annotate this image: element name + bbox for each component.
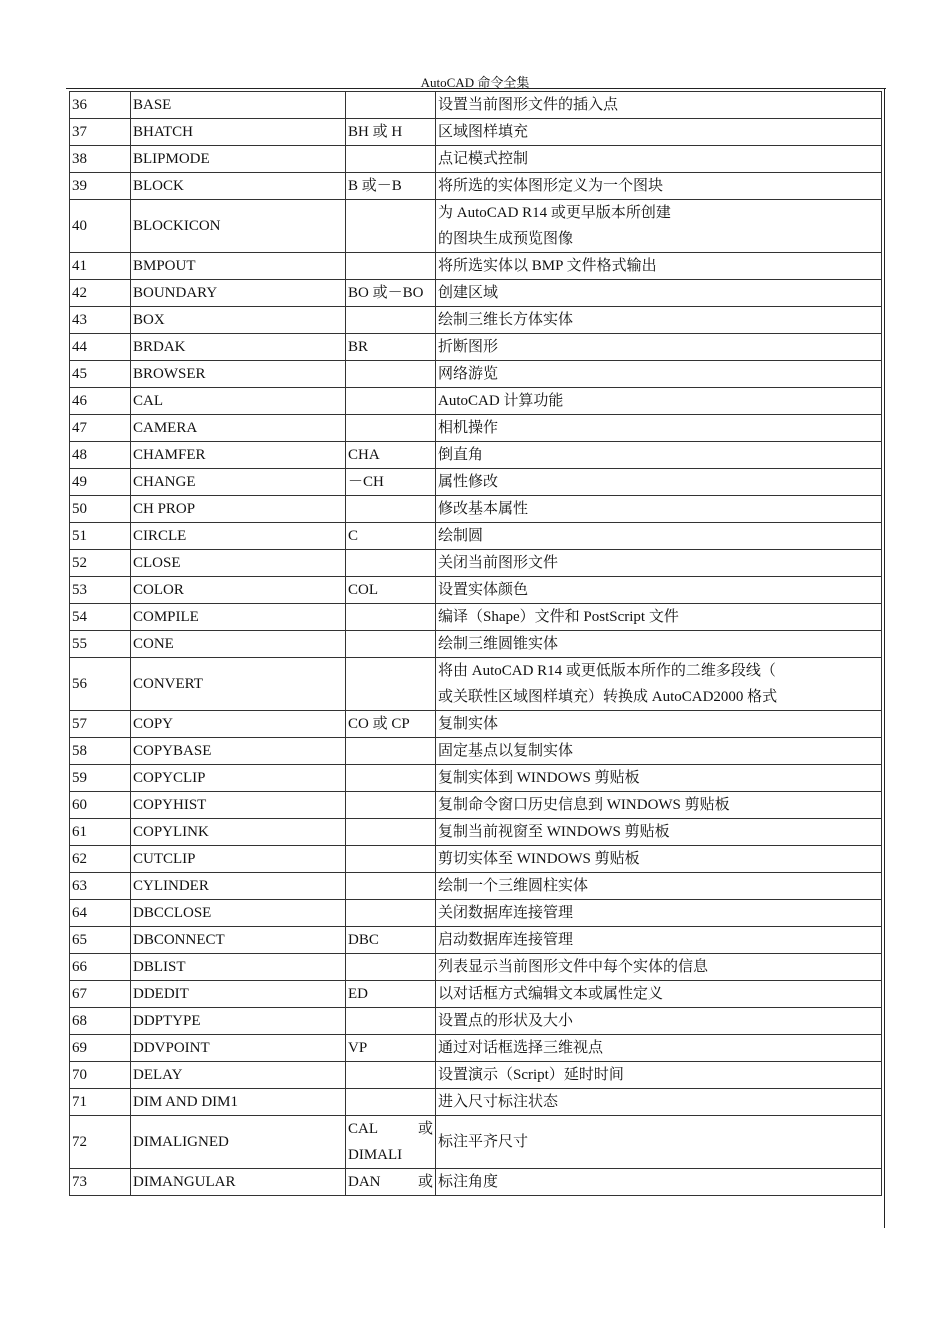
command-alias: DBC [346,927,436,954]
command-description: 绘制三维圆锥实体 [436,631,882,658]
table-row [70,631,882,658]
command-alias [346,307,436,334]
command-alias: B 或－B [346,173,436,200]
table-row [70,658,882,711]
command-description: 编译（Shape）文件和 PostScript 文件 [436,604,882,631]
command-alias [346,496,436,523]
command-description: AutoCAD 计算功能 [436,388,882,415]
command-alias [346,792,436,819]
row-number: 48 [70,442,131,469]
command-description: 相机操作 [436,415,882,442]
command-name: COPY [131,711,346,738]
command-description [436,200,882,253]
command-name: BOUNDARY [131,280,346,307]
command-name: BLOCK [131,173,346,200]
command-alias [346,738,436,765]
row-number: 64 [70,900,131,927]
command-table [69,91,882,1196]
table-row [70,604,882,631]
command-name: CYLINDER [131,873,346,900]
description-line-2: 或关联性区域图样填充）转换成 AutoCAD2000 格式 [438,689,778,705]
command-description: 复制命令窗口历史信息到 WINDOWS 剪贴板 [436,792,882,819]
command-alias: BH 或 H [346,119,436,146]
description-line-2: 的图块生成预览图像 [438,231,574,247]
row-number: 67 [70,981,131,1008]
table-row [70,361,882,388]
table-row [70,119,882,146]
table-row [70,334,882,361]
row-number: 70 [70,1062,131,1089]
command-name: DDPTYPE [131,1008,346,1035]
row-number: 68 [70,1008,131,1035]
command-name: CAL [131,388,346,415]
table-row [70,200,882,253]
row-number: 50 [70,496,131,523]
table-row [70,1008,882,1035]
table-row [70,1089,882,1116]
table-row [70,1116,882,1169]
command-name: BROWSER [131,361,346,388]
command-name: DBCONNECT [131,927,346,954]
alias-part: DAN [348,1174,381,1190]
command-description: 以对话框方式编辑文本或属性定义 [436,981,882,1008]
row-number: 62 [70,846,131,873]
command-description: 将所选实体以 BMP 文件格式输出 [436,253,882,280]
command-description: 设置点的形状及大小 [436,1008,882,1035]
command-alias [346,253,436,280]
command-name: CIRCLE [131,523,346,550]
command-description: 标注平齐尺寸 [436,1116,882,1169]
command-alias [346,765,436,792]
row-number: 40 [70,200,131,253]
command-alias [346,604,436,631]
row-number: 47 [70,415,131,442]
row-number: 55 [70,631,131,658]
command-alias: CHA [346,442,436,469]
row-number: 58 [70,738,131,765]
command-description: 关闭当前图形文件 [436,550,882,577]
command-name: COPYBASE [131,738,346,765]
table-row [70,280,882,307]
row-number: 59 [70,765,131,792]
header-rule [66,88,886,89]
table-row [70,146,882,173]
alias-part: CAL [348,1121,378,1137]
command-alias [346,200,436,253]
row-number: 61 [70,819,131,846]
command-name: CAMERA [131,415,346,442]
command-alias [346,1089,436,1116]
command-name: COPYLINK [131,819,346,846]
command-alias: VP [346,1035,436,1062]
command-description: 通过对话框选择三维视点 [436,1035,882,1062]
table-row [70,577,882,604]
row-number: 43 [70,307,131,334]
table-row [70,1035,882,1062]
command-name: DDVPOINT [131,1035,346,1062]
row-number: 57 [70,711,131,738]
command-name: DBCCLOSE [131,900,346,927]
command-name: CLOSE [131,550,346,577]
command-alias [346,550,436,577]
row-number: 41 [70,253,131,280]
command-alias [346,873,436,900]
command-description: 标注角度 [436,1169,882,1196]
command-alias: －CH [346,469,436,496]
description-line-1: 将由 AutoCAD R14 或更低版本所作的二维多段线（ [438,663,776,679]
command-name: CHANGE [131,469,346,496]
command-name: COLOR [131,577,346,604]
command-alias [346,415,436,442]
row-number: 45 [70,361,131,388]
row-number: 65 [70,927,131,954]
table-row [70,1062,882,1089]
command-description: 复制当前视窗至 WINDOWS 剪贴板 [436,819,882,846]
row-number: 54 [70,604,131,631]
table-row [70,954,882,981]
row-number: 49 [70,469,131,496]
command-name: BLOCKICON [131,200,346,253]
command-description: 设置当前图形文件的插入点 [436,92,882,119]
command-name: BOX [131,307,346,334]
table-row [70,792,882,819]
row-number: 46 [70,388,131,415]
row-number: 36 [70,92,131,119]
alias-connector: 或 [417,1174,433,1190]
command-name: BMPOUT [131,253,346,280]
command-description: 关闭数据库连接管理 [436,900,882,927]
command-alias: C [346,523,436,550]
table-outer-border [884,88,885,1228]
table-row [70,442,882,469]
table-row [70,1169,882,1196]
command-name: COPYHIST [131,792,346,819]
table-row [70,873,882,900]
row-number: 52 [70,550,131,577]
command-description: 折断图形 [436,334,882,361]
command-description: 复制实体 [436,711,882,738]
table-row [70,173,882,200]
command-description: 区域图样填充 [436,119,882,146]
row-number: 51 [70,523,131,550]
row-number: 42 [70,280,131,307]
table-row [70,469,882,496]
page-header-title: AutoCAD 命令全集 [420,75,530,90]
command-name: BRDAK [131,334,346,361]
command-description: 剪切实体至 WINDOWS 剪贴板 [436,846,882,873]
command-alias: BO 或－BO [346,280,436,307]
table-row [70,523,882,550]
table-row [70,415,882,442]
table-row [70,900,882,927]
row-number: 71 [70,1089,131,1116]
command-alias [346,846,436,873]
row-number: 38 [70,146,131,173]
row-number: 44 [70,334,131,361]
command-name: CONVERT [131,658,346,711]
command-alias [346,1062,436,1089]
command-alias [346,92,436,119]
row-number: 63 [70,873,131,900]
command-description: 固定基点以复制实体 [436,738,882,765]
command-description: 设置演示（Script）延时时间 [436,1062,882,1089]
table-row [70,496,882,523]
table-row [70,92,882,119]
command-alias [346,1008,436,1035]
command-name: COMPILE [131,604,346,631]
alias-part: DIMALI [348,1147,403,1163]
command-description: 绘制三维长方体实体 [436,307,882,334]
row-number: 69 [70,1035,131,1062]
command-description: 进入尺寸标注状态 [436,1089,882,1116]
command-description: 将所选的实体图形定义为一个图块 [436,173,882,200]
table-row [70,981,882,1008]
table-row [70,307,882,334]
table-row [70,819,882,846]
command-description: 复制实体到 WINDOWS 剪贴板 [436,765,882,792]
command-alias [346,900,436,927]
command-name: CONE [131,631,346,658]
row-number: 39 [70,173,131,200]
row-number: 56 [70,658,131,711]
command-name: BLIPMODE [131,146,346,173]
command-description: 绘制圆 [436,523,882,550]
command-description: 列表显示当前图形文件中每个实体的信息 [436,954,882,981]
command-description: 属性修改 [436,469,882,496]
command-description: 设置实体颜色 [436,577,882,604]
command-description [436,658,882,711]
command-name: DDEDIT [131,981,346,1008]
table-row [70,253,882,280]
command-description: 倒直角 [436,442,882,469]
command-description: 点记模式控制 [436,146,882,173]
command-alias: CO 或 CP [346,711,436,738]
table-row [70,846,882,873]
alias-connector: 或 [417,1121,433,1137]
row-number: 37 [70,119,131,146]
command-alias [346,819,436,846]
table-row [70,738,882,765]
command-alias: BR [346,334,436,361]
command-name: CUTCLIP [131,846,346,873]
command-alias [346,361,436,388]
row-number: 73 [70,1169,131,1196]
command-description: 创建区域 [436,280,882,307]
row-number: 72 [70,1116,131,1169]
command-description: 绘制一个三维圆柱实体 [436,873,882,900]
table-row [70,550,882,577]
command-description: 网络游览 [436,361,882,388]
command-name: DIM AND DIM1 [131,1089,346,1116]
command-description: 修改基本属性 [436,496,882,523]
table-row [70,711,882,738]
command-description: 启动数据库连接管理 [436,927,882,954]
row-number: 53 [70,577,131,604]
command-alias [346,658,436,711]
command-alias [346,631,436,658]
command-name: BASE [131,92,346,119]
table-row [70,927,882,954]
table-row [70,765,882,792]
command-alias [346,1169,436,1196]
command-alias: ED [346,981,436,1008]
command-name: DIMALIGNED [131,1116,346,1169]
command-name: DELAY [131,1062,346,1089]
command-name: CH PROP [131,496,346,523]
row-number: 60 [70,792,131,819]
command-name: BHATCH [131,119,346,146]
command-name: DIMANGULAR [131,1169,346,1196]
table-row [70,388,882,415]
command-alias [346,1116,436,1169]
command-name: DBLIST [131,954,346,981]
description-line-1: 为 AutoCAD R14 或更早版本所创建 [438,205,671,221]
command-alias [346,954,436,981]
command-name: COPYCLIP [131,765,346,792]
command-alias: COL [346,577,436,604]
row-number: 66 [70,954,131,981]
command-name: CHAMFER [131,442,346,469]
command-alias [346,388,436,415]
command-alias [346,146,436,173]
